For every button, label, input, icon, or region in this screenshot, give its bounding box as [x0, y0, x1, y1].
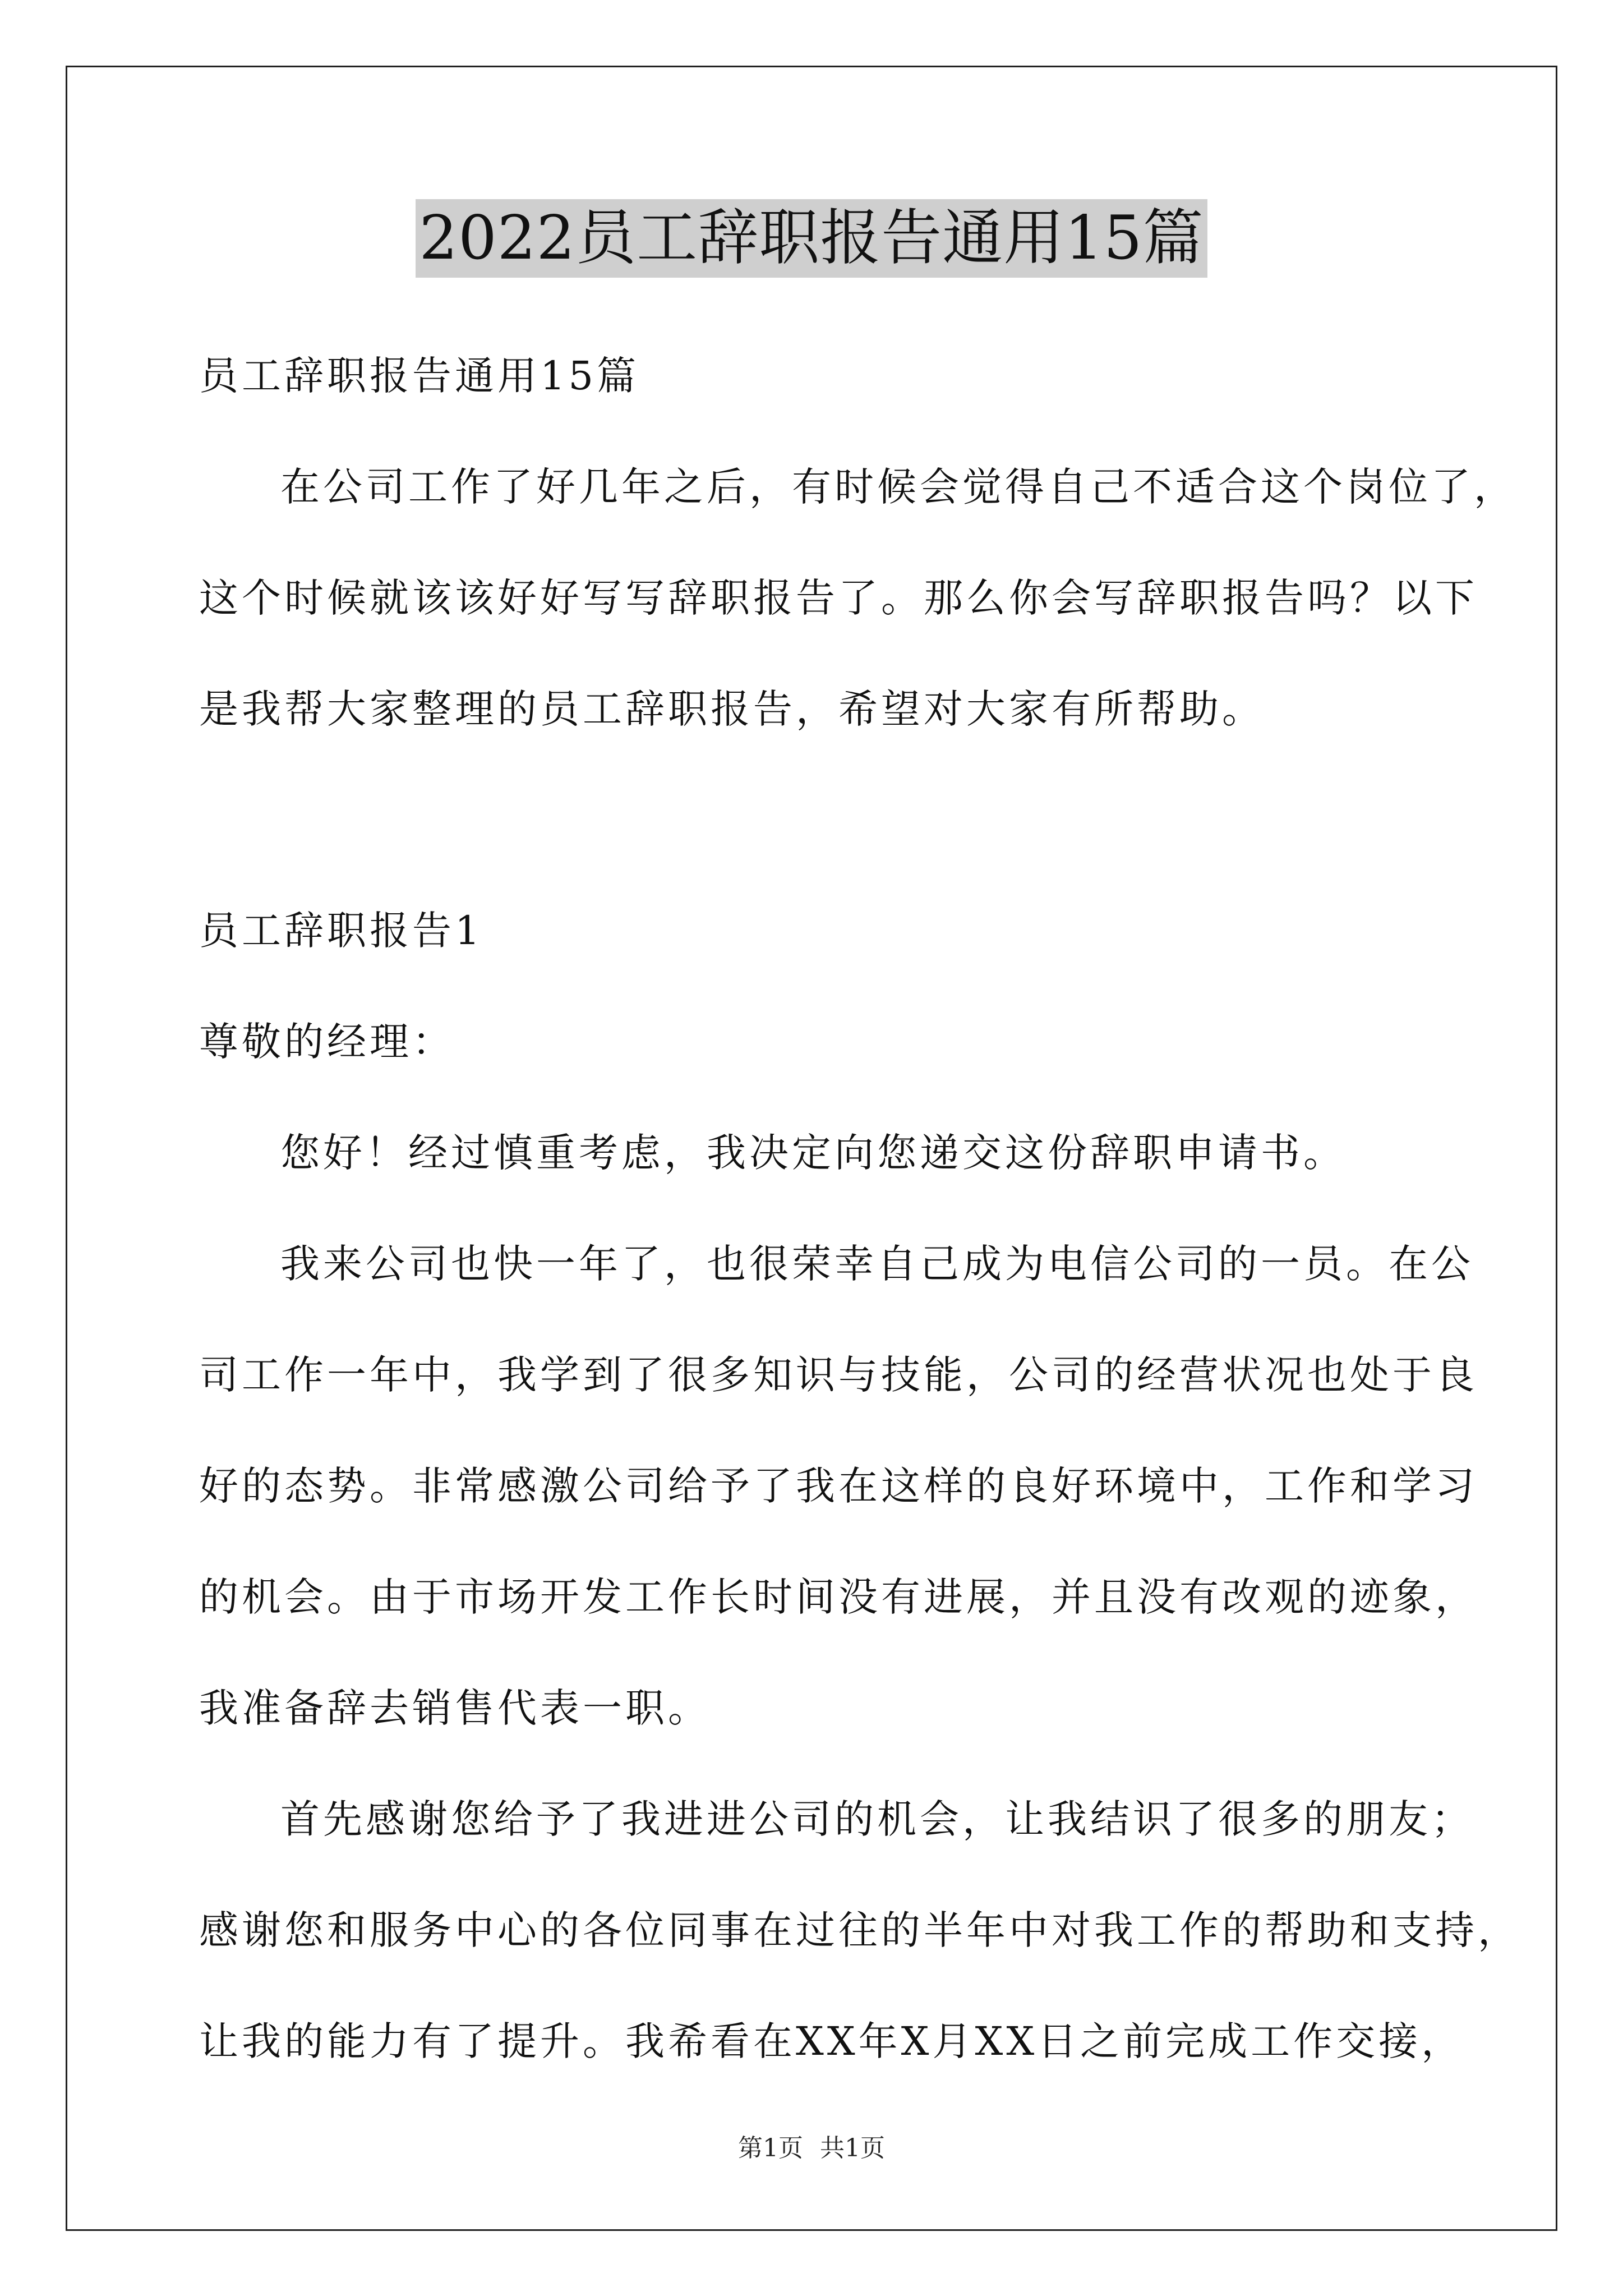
intro-line: 这个时候就该该好好写写辞职报告了。那么你会写辞职报告吗？以下	[199, 575, 1478, 621]
document-body	[199, 320, 1520, 2069]
paragraph-line: 我来公司也快一年了，也很荣幸自己成为电信公司的一员。在公	[280, 1241, 1474, 1287]
title-container	[0, 199, 1623, 278]
page-total: 共1页	[820, 2134, 885, 2162]
document-title: 2022员工辞职报告通用15篇	[416, 199, 1207, 278]
intro-line: 在公司工作了好几年之后，有时候会觉得自己不适合这个岗位了，	[280, 464, 1516, 510]
page-number: 第1页	[738, 2134, 803, 2162]
subtitle: 员工辞职报告通用15篇	[199, 353, 640, 399]
paragraph-line: 司工作一年中，我学到了很多知识与技能，公司的经营状况也处于良	[199, 1352, 1478, 1398]
section-heading: 员工辞职报告1	[199, 908, 483, 954]
paragraph-line: 首先感谢您给予了我进进公司的机会，让我结识了很多的朋友；	[280, 1796, 1474, 1842]
intro-line: 是我帮大家整理的员工辞职报告，希望对大家有所帮助。	[199, 686, 1265, 732]
paragraph-line: 好的态势。非常感激公司给予了我在这样的良好环境中，工作和学习	[199, 1463, 1478, 1509]
paragraph-line: 让我的能力有了提升。我希看在XX年X月XX日之前完成工作交接，	[199, 2018, 1464, 2064]
paragraph-line: 您好！经过慎重考虑，我决定向您递交这份辞职申请书。	[280, 1130, 1346, 1176]
paragraph-line: 感谢您和服务中心的各位同事在过往的半年中对我工作的帮助和支持，	[199, 1907, 1520, 1953]
paragraph-line: 我准备辞去销售代表一职。	[199, 1685, 711, 1731]
salutation: 尊敬的经理：	[199, 1019, 455, 1065]
paragraph-line: 的机会。由于市场开发工作长时间没有进展，并且没有改观的迹象，	[199, 1574, 1478, 1620]
page-footer	[0, 2132, 1623, 2165]
